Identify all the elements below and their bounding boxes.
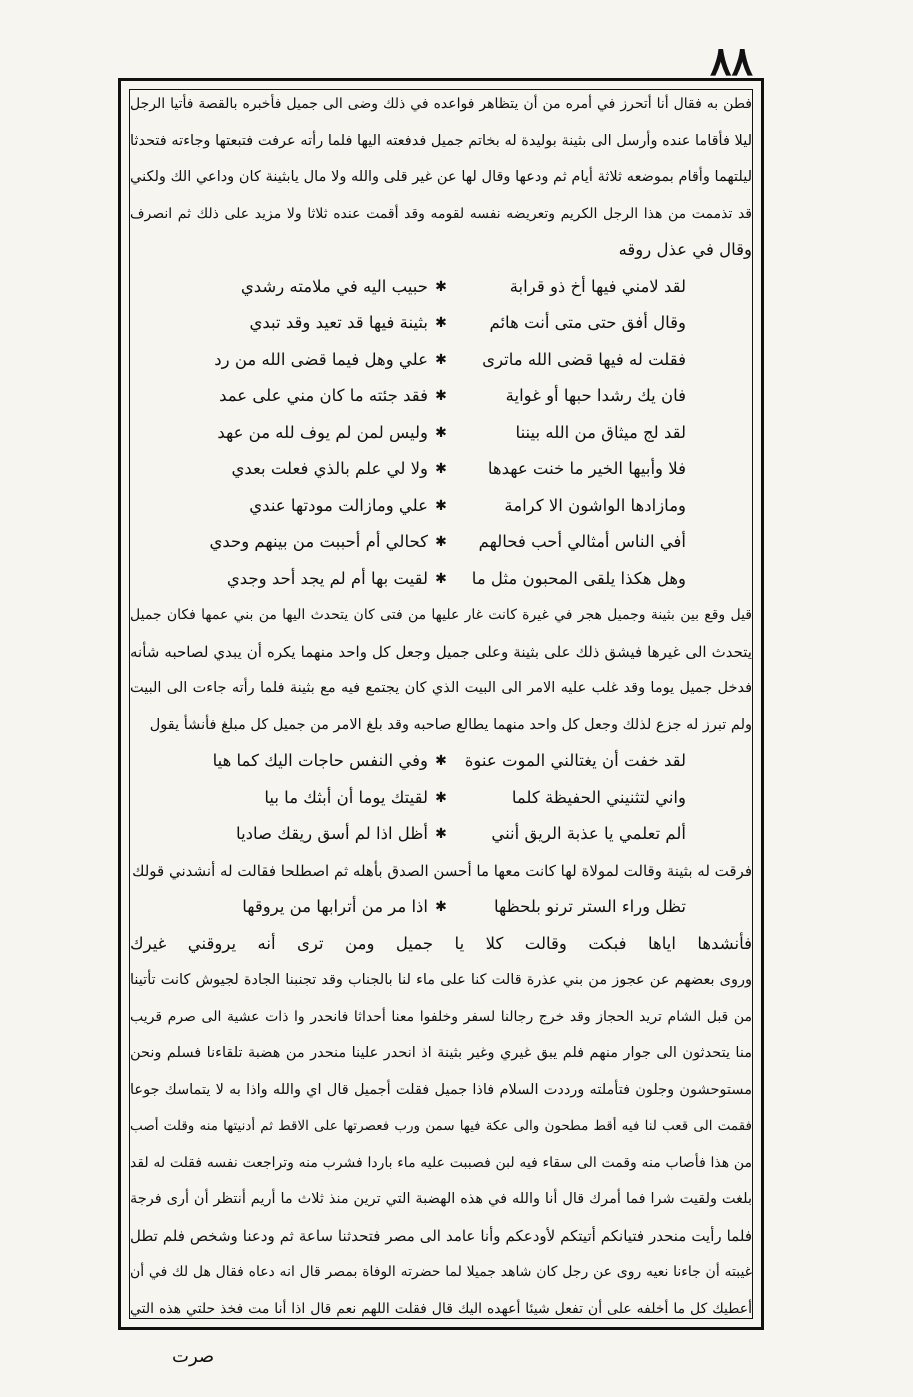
verse-line [130,451,752,488]
prose-line: منا يتحدثون الى جوار منهم فلم يبق غيري وغير بثينة اذ انحدر علينا منحدر من هضبة تلقاءنا فسلم ونحن [130,1045,752,1061]
prose-line: ليلا فأقاما عنده وأرسل الى بثينة بوليدة له بخاتم جميل فدفعته اليها فلما رأته عرفت فتبعتها وجاءته فتحدثا [130,132,752,149]
verse-line [130,378,752,415]
verse-second-hemistich: ولا لي علم بالذي فعلت بعدي [231,459,428,478]
verse-line [130,342,752,379]
verse-second-hemistich: فقد جئته ما كان مني على عمد [219,386,428,405]
prose-line: ولم تبرز له جزع لذلك وجعل كل واحد منهما يطالع صاحبه وقد بلغ الامر من جميل كل مبلغ فأنشأ يقول [149,716,752,733]
prose-line: قيل وقع بين بثينة وجميل هجر في غيرة كانت غار عليها من فتى كان يتحدث اليها من بني عمها فكان جميل [130,607,752,623]
prose-line: فأنشدها اياها فبكت وقالت كلا يا جميل ومن ترى أنه يروقني غيرك [130,933,752,953]
verse-separator-star-icon: ✱ [435,789,447,806]
verse-first-hemistich: ألم تعلمي يا عذبة الريق أنني [491,824,686,843]
text-body [130,86,752,1322]
verse-separator-star-icon: ✱ [435,899,447,915]
verse-first-hemistich: فلا وأبيها الخير ما خنت عهدها [487,459,686,478]
verse-first-hemistich: فقلت له فيها قضى الله ماترى [482,349,686,369]
prose-line: أعطيك كل ما أخلفه على أن تفعل شيئا أعهده اليك قال فقلت اللهم نعم قال اذا أنا مت فخذ حلتي هذه التي [130,1300,752,1317]
verse-separator-star-icon: ✱ [435,278,447,295]
verse-first-hemistich: وهل هكذا يلقى المحبون مثل ما [471,568,686,588]
verse-second-hemistich: اذا مر من أترابها من يروقها [242,897,428,916]
prose-line: قد تذممت من هذا الرجل الكريم وتعريضه نفسه لقومه وقد أقمت عنده ثلاثا ولا مزيد على ذلك ثم انصرف [130,205,752,222]
prose-line: فرقت له بثينة وقالت لمولاة لها كانت معها ما أحسن الصدق بأهله ثم اصطلحا فقالت له أنشدني قولك [132,861,752,880]
prose-line: غيبته أن جاءنا نعيه روى عن رجل كان شاهد جميلا لما حضرته الوفاة بمصر قال انه دعاه فقال هل لك في أن [130,1264,752,1280]
verse-line [130,889,752,926]
verse-first-hemistich: فان يك رشدا حبها أو غواية [505,386,686,405]
prose-line: فلما رأيت منحدر فتيانكم أتيتكم لأودعكم وأنا عامد الى مصر فتحدثنا ساعة ثم ودعنا وشخص فلم تطل [130,1226,752,1245]
verse-separator-star-icon: ✱ [435,461,447,477]
prose-line: مستوحشون وجلون فتأملته ورددت السلام فاذا جميل فقلت أجميل قال اي والله واذا به لا يتماسك جوعا [130,1081,752,1098]
verse-line [130,269,752,306]
verse-second-hemistich: بثينة فيها قد تعيد وقد تبدي [249,313,428,332]
verse-second-hemistich: أظل اذا لم أسق ريقك صاديا [236,824,428,843]
prose-line: من قبل الشام تريد الحجاز وقد خرج رجالنا لسفر وخلفوا معنا أحداثا فانحدر وا ذات عشية الى صرم قريب [130,1008,752,1025]
prose-line: بلغت ولقيت شرا فما أمرك قال أنا والله في هذه الهضبة التي ترين منذ ثلاث ما أريم أنتظر أن أرى فرجة [130,1191,752,1207]
verse-separator-star-icon: ✱ [435,570,447,587]
verse-second-hemistich: وفي النفس حاجات اليك كما هيا [212,751,428,770]
catchword: صرت [172,1346,215,1367]
verse-line [130,305,752,342]
prose-line: ليلتهما وأقام بموضعه ثلاثة أيام ثم ودعها وقال لها عن غير قلى والله ولا مال يابثينة كان وداعي الك ولكني [130,169,752,185]
prose-line: فقمت الى قعب لنا فيه أقط مطحون والى عكة فيها سمن ورب فعصرتها على الاقط ثم أدنيتها منه وقلت أصب [130,1118,752,1134]
verse-first-hemistich: لقد لامني فيها أخ ذو قرابة [509,276,686,296]
page-number: ٨٨ [710,38,753,85]
verse-second-hemistich: حبيب اليه في ملامته رشدي [240,276,428,296]
verse-separator-star-icon: ✱ [435,497,447,514]
prose-line: وقال في عذل روقه [618,240,752,259]
verse-line [130,743,752,780]
verse-line [130,816,752,853]
verse-separator-star-icon: ✱ [435,826,447,842]
verse-second-hemistich: علي وهل فيما قضى الله من رد [214,349,428,369]
verse-first-hemistich: أفي الناس أمثالي أحب فحالهم [478,532,686,551]
verse-second-hemistich: كحالي أم أحببت من بينهم وحدي [209,532,428,551]
verse-separator-star-icon: ✱ [435,753,447,769]
verse-first-hemistich: لقد لج ميثاق من الله بيننا [515,422,686,442]
verse-first-hemistich: لقد خفت أن يغتالني الموت عنوة [464,751,686,770]
verse-first-hemistich: واني لتثنيني الحفيظة كلما [511,787,686,807]
prose-line: وروى بعضهم عن عجوز من بني عذرة قالت كنا على ماء لنا بالجناب وقد تجنبنا الجادة لجيوش كانت تأتينا [130,972,752,988]
verse-line [130,415,752,452]
verse-separator-star-icon: ✱ [435,351,447,368]
verse-second-hemistich: علي ومازالت مودتها عندي [249,495,428,515]
prose-line: فدخل جميل يوما وقد غلب عليه الامر الى البيت الذي كان يجتمع فيه مع بثينة فلما رأته جاءت الى البيت [130,680,752,696]
verse-line [130,488,752,525]
verse-first-hemistich: تظل وراء الستر ترنو بلحظها [494,897,686,916]
verse-second-hemistich: وليس لمن لم يوف لله من عهد [217,422,428,442]
verse-separator-star-icon: ✱ [435,388,447,404]
prose-line: يتحدث الى غيرها فيشق ذلك على بثينة وعلى جميل وجعل كل واحد منهما يكره أن يبدي لصاحبه شأنه [130,642,752,661]
verse-first-hemistich: ومازادها الواشون الا كرامة [504,495,686,515]
verse-first-hemistich: وقال أفق حتى متى أنت هائم [489,313,686,332]
verse-separator-star-icon: ✱ [435,534,447,550]
prose-line: فطن به فقال أنا أتحرز في أمره من أن يتظاهر فواعده في ذلك وضى الى جميل فأخبره بالقصة فأتيا الرجل [130,96,752,112]
verse-separator-star-icon: ✱ [435,315,447,331]
verse-line [130,561,752,598]
prose-line: من هذا فأصاب منه وقمت الى سقاء فيه لبن فصببت عليه ماء باردا فشرب منه وتراجعت نفسه فقلت له لقد [130,1154,752,1171]
verse-second-hemistich: لقيت بها أم لم يجد أحد وجدي [226,568,428,588]
verse-second-hemistich: لقيتك يوما أن أبثك ما بيا [264,787,428,807]
verse-line [130,524,752,561]
verse-separator-star-icon: ✱ [435,424,447,441]
verse-line [130,780,752,817]
